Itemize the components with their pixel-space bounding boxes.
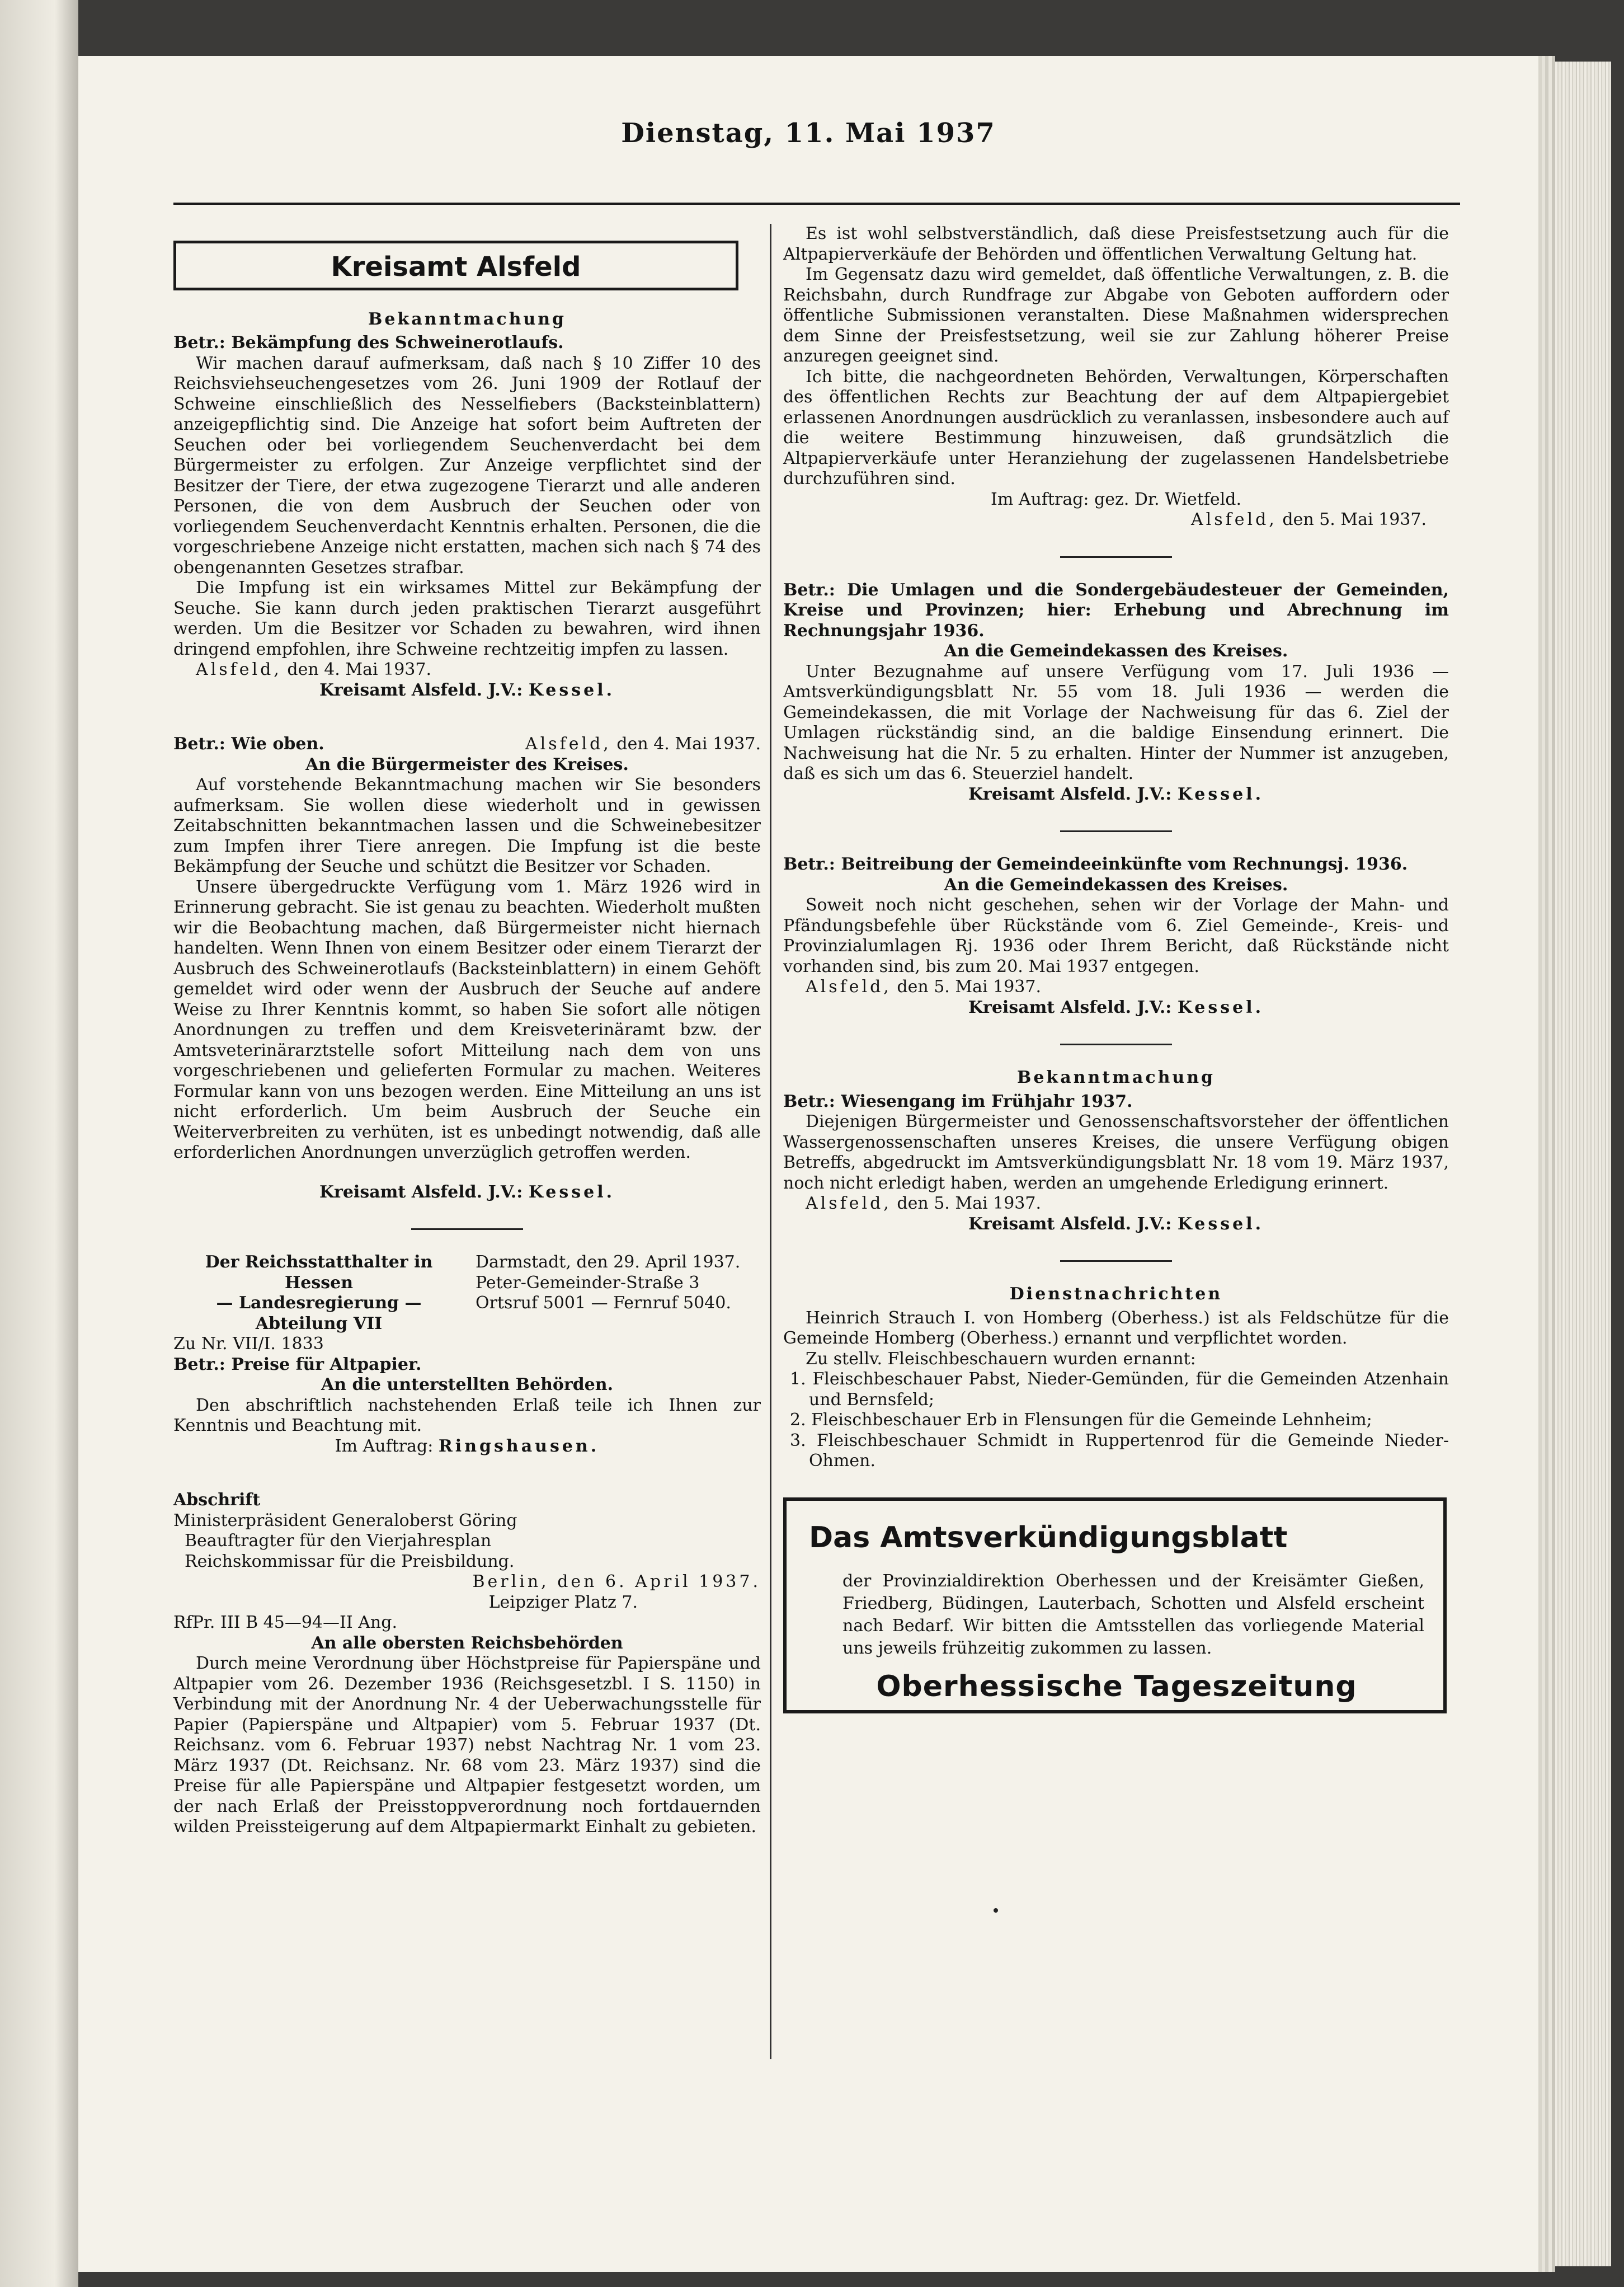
notice-paragraph: Unsere übergedruckte Verfügung vom 1. März 1926 wird in Erinnerung gebracht. Sie ist genau zu beachten. Wiederholt mußten wir die Beobachtung machen, daß Bürgermeister nicht hiernach handelten. Wenn Ihnen von einem Besitzer oder einem Tierarzt der Ausbruch des Schweinerotlaufs (Backsteinblattern) in einem Gehöft gemeldet wird oder wenn der Ausbruch der Seuche auf andere Weise zu Ihrer Kenntnis kommt, so haben Sie sofort alle nötigen Anordnungen zu treffen und dem Kreisveterinäramt bzw. der Amtsveterinärarztstelle sofort Mitteilung nach dem von uns vorgeschriebenen und gelieferten Formular zu machen. Weiteres Formular kann von uns bezogen werden. Eine Mitteilung an uns ist nicht erforderlich. Um beim Ausbruch der Seuche ein Weiterverbreiten zu verhüten, ist es unbedingt notwendig, daß alle erforderlichen Anordnungen unverzüglich getroffen werden. — [173, 877, 761, 1162]
section-divider — [411, 1228, 523, 1230]
date: den 4. Mai 1937. — [287, 660, 431, 679]
notice-paragraph: Durch meine Verordnung über Höchstpreise für Papierspäne und Altpapier vom 26. Dezember 1936 (Reichsgesetzbl. I S. 1150) in Verbindung mit der Anordnung Nr. 4 der Ueberwachungsstelle für Papier (Papierspäne und Altpapier) vom 5. Februar 1937 (Dt. Reichsanz. vom 6. Februar 1937) nebst Nachtrag Nr. 1 vom 23. März 1937 (Dt. Reichsanz. Nr. 68 vom 23. März 1937) sind die Preise für alle Papierspäne und Altpapier festgesetzt worden, um der nach Erlaß der Preisstoppverordnung noch fortdauernden wilden Preissteigerung auf dem Altpapiermarkt Einhalt zu gebieten. — [173, 1654, 761, 1837]
signature-office: Kreisamt Alsfeld. J.V.: — [968, 1214, 1172, 1234]
signature-name: Kessel. — [528, 1182, 615, 1202]
notice-beitreibung — [783, 854, 1449, 1018]
notice-subject: Betr.: Preise für Altpapier. — [173, 1354, 422, 1374]
place-date — [783, 977, 1449, 998]
notice-paragraph: Wir machen darauf aufmerksam, daß nach § 10 Ziffer 10 des Reichsviehseuchengesetzes vom 26. Juni 1909 der Rotlauf der Schweine einschließlich des Nesselfiebers (Backsteinblattern) anzeigepflichtig sind. Die Anzeige hat sofort beim Auftreten der Seuchen oder bei vorliegendem Seuchenverdacht bei dem Bürgermeister zu erfolgen. Zur Anzeige verpflichtet sind der Besitzer der Tiere, der etwa zugezogene Tierarzt und alle anderen Personen, die von dem Ausbruch der Seuchen oder von vorliegendem Seuchenverdacht Kenntnis erhalten. Personen, die die vorgeschriebene Anzeige nicht erstatten, machen sich nach § 74 des obengenannten Gesetzes strafbar. — [173, 353, 761, 577]
signature-name: Ringshausen. — [438, 1436, 600, 1456]
location-line: Peter-Gemeinder-Straße 3 — [476, 1272, 700, 1293]
section-divider — [1060, 830, 1172, 832]
section-divider — [1060, 1260, 1172, 1262]
signature: Im Auftrag: gez. Dr. Wietfeld. — [991, 489, 1241, 509]
list-item: 3. Fleischbeschauer Schmidt in Ruppertenrod für die Gemeinde Nieder-Ohmen. — [790, 1430, 1449, 1471]
notice-dienstnachrichten — [783, 1284, 1449, 1472]
sender-line: Der Reichsstatthalter in Hessen — [205, 1252, 433, 1293]
signature-name: Kessel. — [1177, 997, 1264, 1017]
notice-subject: Betr.: Beitreibung der Gemeindeeinkünfte vom Rechnungsj. 1936. — [783, 854, 1408, 874]
place: Alsfeld, — [196, 660, 282, 679]
notice-buergermeister — [173, 734, 761, 1203]
notice-paragraph: Diejenigen Bürgermeister und Genossenschaftsvorsteher der öffentlichen Wassergenossenschaften unseres Kreises, die unsere Verfügung obigen Betreffs, abgedruckt im Amtsverkündigungsblatt Nr. 18 vom 19. März 1937, noch nicht erledigt haben, werden an umgehende Erledigung erinnert. — [783, 1112, 1449, 1193]
notice-paragraph: Die Impfung ist ein wirksames Mittel zur Bekämpfung der Seuche. Sie kann durch jeden praktischen Tierarzt ausgeführt werden. Um die Besitzer vor Schaden zu bewahren, wird ihnen dringend empfohlen, ihre Schweine rechtzeitig impfen zu lassen. — [173, 578, 761, 659]
notice-paragraph: Ich bitte, die nachgeordneten Behörden, Verwaltungen, Körperschaften des öffentlichen Rechts zur Beachtung der auf dem Altpapiergebiet erlassenen Anordnungen ausdrücklich zu veranlassen, insbesondere auch auf die weitere Bestimmung hinzuweisen, daß grundsätzlich die Altpapierverkäufe unter Heranziehung der zugelassenen Handelsbetriebe durchzuführen sind. — [783, 367, 1449, 489]
location-line: Leipziger Platz 7. — [488, 1592, 638, 1612]
notice-box-title: Das Amtsverkündigungsblatt — [809, 1520, 1288, 1555]
addressee: An die unterstellten Behörden. — [321, 1375, 614, 1394]
signature — [173, 680, 761, 701]
notice-paragraph: Unter Bezugnahme auf unsere Verfügung vom 17. Juli 1936 — Amtsverkündigungsblatt Nr. 55 vom 18. Juli 1936 — werden die Gemeindekassen, die mit Vorlage der Nachweisung für das 6. Ziel der Umlagen rückständig sind, an die baldige Einsendung erinnert. Die Nachweisung hat die Nr. 5 zu erhalten. Hinter der Nummer ist anzugeben, daß es sich um das 6. Steuerziel handelt. — [783, 661, 1449, 783]
notice-paragraph: Heinrich Strauch I. von Homberg (Oberhess.) ist als Feldschütze für die Gemeinde Homberg (Oberhess.) ernannt und verpflichtet worden. — [783, 1308, 1449, 1348]
right-column — [783, 224, 1449, 1713]
notice-subject: Betr.: Bekämpfung des Schweinerotlaufs. — [173, 333, 564, 353]
notice-umlagen — [783, 580, 1449, 805]
notice-heading: Bekanntmachung — [1016, 1068, 1215, 1087]
signature — [783, 1214, 1449, 1235]
location-block — [476, 1252, 761, 1334]
date: den 5. Mai 1937. — [1282, 510, 1427, 529]
adjacent-page-edge — [0, 0, 78, 2287]
subject-row — [173, 734, 761, 755]
signature-office: Kreisamt Alsfeld. J.V.: — [319, 680, 523, 700]
section-divider — [1060, 1044, 1172, 1045]
notice-box-text: der Provinzialdirektion Oberhessen und der Kreisämter Gießen, Friedberg, Büdingen, Lauterbach, Schotten und Alsfeld erscheint nach Bedarf. Wir bitten die Amtsstellen das vorliegende Material uns jeweils frühzeitig zukommen zu lassen. — [842, 1571, 1424, 1658]
sender-line: Abteilung VII — [255, 1313, 383, 1333]
addressee: An die Gemeindekassen des Kreises. — [944, 875, 1288, 895]
sender-block — [173, 1252, 464, 1334]
publication-notice-box — [783, 1497, 1447, 1714]
notice-rotlauf — [173, 309, 761, 701]
section-divider — [1060, 556, 1172, 558]
signature-office: Kreisamt Alsfeld. J.V.: — [968, 997, 1172, 1017]
place-date — [173, 660, 761, 680]
sender-line: Reichskommissar für die Preisbildung. — [185, 1551, 515, 1571]
location-line: Ortsruf 5001 — Fernruf 5040. — [476, 1293, 731, 1313]
header-rule — [173, 203, 1460, 205]
notice-paragraph: Den abschriftlich nachstehenden Erlaß teile ich Ihnen zur Kenntnis und Beachtung mit. — [173, 1395, 761, 1435]
place: Alsfeld, — [525, 734, 611, 754]
reference-number: Zu Nr. VII/I. 1833 — [173, 1334, 324, 1354]
date: den 5. Mai 1937. — [897, 977, 1041, 997]
notice-paragraph: Auf vorstehende Bekanntmachung machen wir Sie besonders aufmerksam. Sie wollen diese wiederholt und in gewissen Zeitabschnitten bekanntmachen lassen und die Schweinebesitzer zum Impfen ihrer Tiere anregen. Die Impfung ist die beste Bekämpfung der Seuche und schützt die Besitzer vor Schaden. — [173, 775, 761, 876]
notice-altpapier — [173, 1252, 761, 1457]
place: Alsfeld, — [1191, 510, 1277, 529]
notice-heading: Dienstnachrichten — [1009, 1284, 1223, 1304]
addressee: An die Gemeindekassen des Kreises. — [944, 641, 1288, 661]
notice-paragraph: Es ist wohl selbstverständlich, daß diese Preisfestsetzung auch für die Altpapierverkäufe der Behörden und öffentlichen Verwaltung Geltung hat. — [783, 224, 1449, 264]
notice-altpapier-continued — [783, 224, 1449, 530]
sender-line: — Landesregierung — — [216, 1293, 422, 1313]
newspaper-page — [78, 56, 1538, 2272]
sender-block — [173, 1511, 761, 1572]
place-date — [783, 510, 1449, 530]
letterhead — [173, 1252, 761, 1334]
location-line: Darmstadt, den 29. April 1937. — [476, 1252, 741, 1272]
signature — [783, 998, 1449, 1018]
location-block — [173, 1572, 761, 1613]
sender-line: Ministerpräsident Generaloberst Göring — [173, 1510, 517, 1530]
signature-name: Kessel. — [1177, 784, 1264, 804]
copy-label: Abschrift — [173, 1490, 261, 1510]
signature — [173, 1436, 761, 1457]
addressee: An alle obersten Reichsbehörden — [311, 1633, 623, 1653]
reference-number: RfPr. III B 45—94—II Ang. — [173, 1613, 397, 1632]
list-item: 2. Fleischbeschauer Erb in Flensungen für die Gemeinde Lehnheim; — [790, 1410, 1372, 1430]
left-column — [173, 224, 761, 1838]
signature-name: Kessel. — [1177, 1214, 1264, 1234]
place-date — [525, 734, 761, 755]
notice-paragraph: Im Gegensatz dazu wird gemeldet, daß öffentliche Verwaltungen, z. B. die Reichsbahn, durch Rundfrage zur Abgabe von Geboten auffordern oder öffentliche Submissionen veranstalten. Diese Maßnahmen widersprechen dem Sinne der Preisfestsetzung, weil sie zur Zahlung höherer Preise anzuregen geeignet sind. — [783, 265, 1449, 366]
notice-subject: Betr.: Wiesengang im Frühjahr 1937. — [783, 1091, 1133, 1111]
appointment-list — [783, 1369, 1449, 1472]
notice-subject: Betr.: Wie oben. — [173, 734, 324, 754]
page-stack-edge — [1544, 62, 1611, 2266]
page-header-date: Dienstag, 11. Mai 1937 — [621, 118, 996, 149]
column-divider — [770, 224, 771, 2059]
notice-wiesengang — [783, 1068, 1449, 1234]
print-speck — [994, 1908, 998, 1913]
list-item: 1. Fleischbeschauer Pabst, Nieder-Gemünden, für die Gemeinden Atzenhain und Bernsfeld; — [790, 1369, 1449, 1410]
date: den 5. Mai 1937. — [897, 1194, 1041, 1213]
signature-office: Kreisamt Alsfeld. J.V.: — [319, 1182, 523, 1202]
signature-name: Kessel. — [528, 680, 615, 700]
notice-paragraph: Zu stellv. Fleischbeschauern wurden ernannt: — [806, 1349, 1196, 1369]
place: Alsfeld, — [806, 977, 892, 997]
notice-heading: Bekanntmachung — [368, 309, 566, 329]
date: den 4. Mai 1937. — [616, 734, 761, 754]
signature — [783, 785, 1449, 805]
location-line: Berlin, den 6. April 1937. — [472, 1572, 761, 1591]
notice-abschrift — [173, 1490, 761, 1838]
place-date — [783, 1194, 1449, 1214]
signature-office: Im Auftrag: — [335, 1436, 434, 1456]
notice-paragraph: Soweit noch nicht geschehen, sehen wir der Vorlage der Mahn- und Pfändungsbefehle über Rückstände vom 6. Ziel Gemeinde-, Kreis- und Provinzialumlagen Rj. 1936 oder Ihrem Bericht, daß Rückstände nicht vorhanden sind, bis zum 20. Mai 1937 entgegen. — [783, 895, 1449, 976]
sender-line: Beauftragter für den Vierjahresplan — [185, 1531, 492, 1551]
signature — [173, 1182, 761, 1203]
signature-office: Kreisamt Alsfeld. J.V.: — [968, 784, 1172, 804]
place: Alsfeld, — [806, 1194, 892, 1213]
notice-subject: Betr.: Die Umlagen und die Sondergebäudesteuer der Gemeinden, Kreise und Provinzen; hier: Erhebung und Abrechnung im Rechnungsjahr 1936. — [783, 580, 1449, 641]
section-title-box: Kreisamt Alsfeld — [173, 241, 738, 290]
addressee: An die Bürgermeister des Kreises. — [305, 754, 629, 774]
newspaper-name: Oberhessische Tageszeitung — [876, 1669, 1357, 1703]
